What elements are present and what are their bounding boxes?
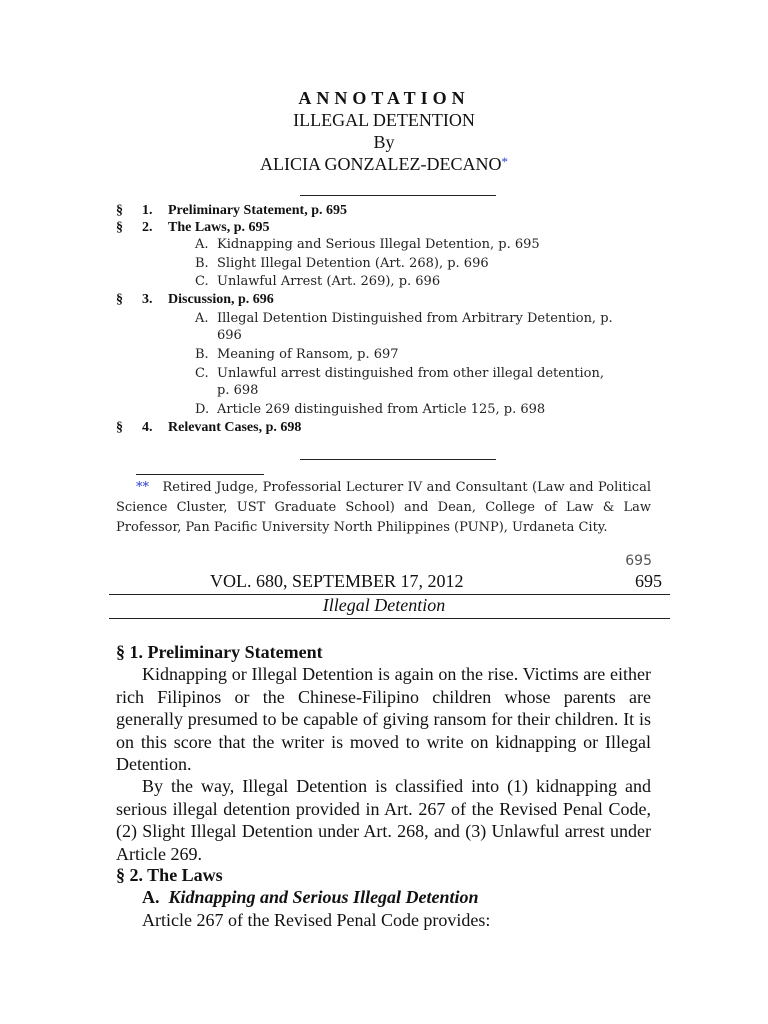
toc-item-discussion-a: A. Illegal Detention Distinguished from Arbitrary Detention, p. 696 (195, 311, 613, 343)
section-2-heading: § 2. The Laws (116, 865, 223, 885)
footnote-mark: ** (136, 480, 149, 495)
subsection-a-heading: A. Kidnapping and Serious Illegal Detention (142, 887, 479, 907)
by-line: By (373, 132, 395, 152)
running-header-page: 695 (635, 571, 662, 591)
paragraph-2: By the way, Illegal Detention is classified into (1) kidnapping and serious illegal detention provided in Art. 267 of the Revised Penal Code, (2) Slight Illegal Detention under Art. 268, and (3) Unlawful arrest under Article 269. (116, 776, 651, 864)
running-header-volume: VOL. 680, SEPTEMBER 17, 2012 (210, 571, 464, 591)
toc-item-discussion-b: B. Meaning of Ransom, p. 697 (195, 347, 399, 362)
footnote-rule (136, 474, 264, 475)
toc-item-discussion-c: C. Unlawful arrest distinguished from other illegal detention, p. 698 (195, 366, 605, 398)
author-name: ALICIA GONZALEZ-DECANO (260, 154, 502, 174)
toc-section-2: § 2. The Laws, p. 695 (116, 220, 270, 235)
author-line (0, 154, 768, 175)
topic-title: ILLEGAL DETENTION (293, 110, 475, 130)
toc-item-laws-b: B. Slight Illegal Detention (Art. 268), p. 696 (195, 256, 489, 271)
toc-divider (300, 459, 496, 460)
toc-section-1: § 1. Preliminary Statement, p. 695 (116, 203, 347, 218)
annotation-label: ANNOTATION (298, 88, 470, 108)
running-header-subtitle: Illegal Detention (322, 595, 446, 615)
paragraph-1: Kidnapping or Illegal Detention is again on the rise. Victims are either rich Filipinos or the Chinese-Filipino children whose parents are generally presumed to be capable of giving ransom for their children. It is on this score that the writer is moved to write on kidnapping or Illegal Detention. (116, 664, 651, 774)
section-1-heading: § 1. Preliminary Statement (116, 642, 323, 662)
toc-item-laws-a: A. Kidnapping and Serious Illegal Detention, p. 695 (195, 237, 540, 252)
footnote (116, 478, 651, 538)
toc-section-3: § 3. Discussion, p. 696 (116, 292, 274, 307)
toc-item-laws-c: C. Unlawful Arrest (Art. 269), p. 696 (195, 274, 441, 289)
heading-divider (300, 195, 496, 196)
toc-item-discussion-d: D. Article 269 distinguished from Article 125, p. 698 (195, 402, 546, 417)
page-number-small: 695 (625, 553, 652, 569)
toc-section-4: § 4. Relevant Cases, p. 698 (116, 420, 302, 435)
paragraph-3: Article 267 of the Revised Penal Code provides: (142, 910, 491, 930)
header-rule-bottom (109, 618, 670, 619)
footnote-text: Retired Judge, Professorial Lecturer IV and Consultant (Law and Political Science Cluster, UST Graduate School) and Dean, College of Law & Law Professor, Pan Pacific University North Philippines (PUNP), Urdaneta City. (116, 480, 651, 535)
author-footnote-mark: * (501, 154, 508, 169)
